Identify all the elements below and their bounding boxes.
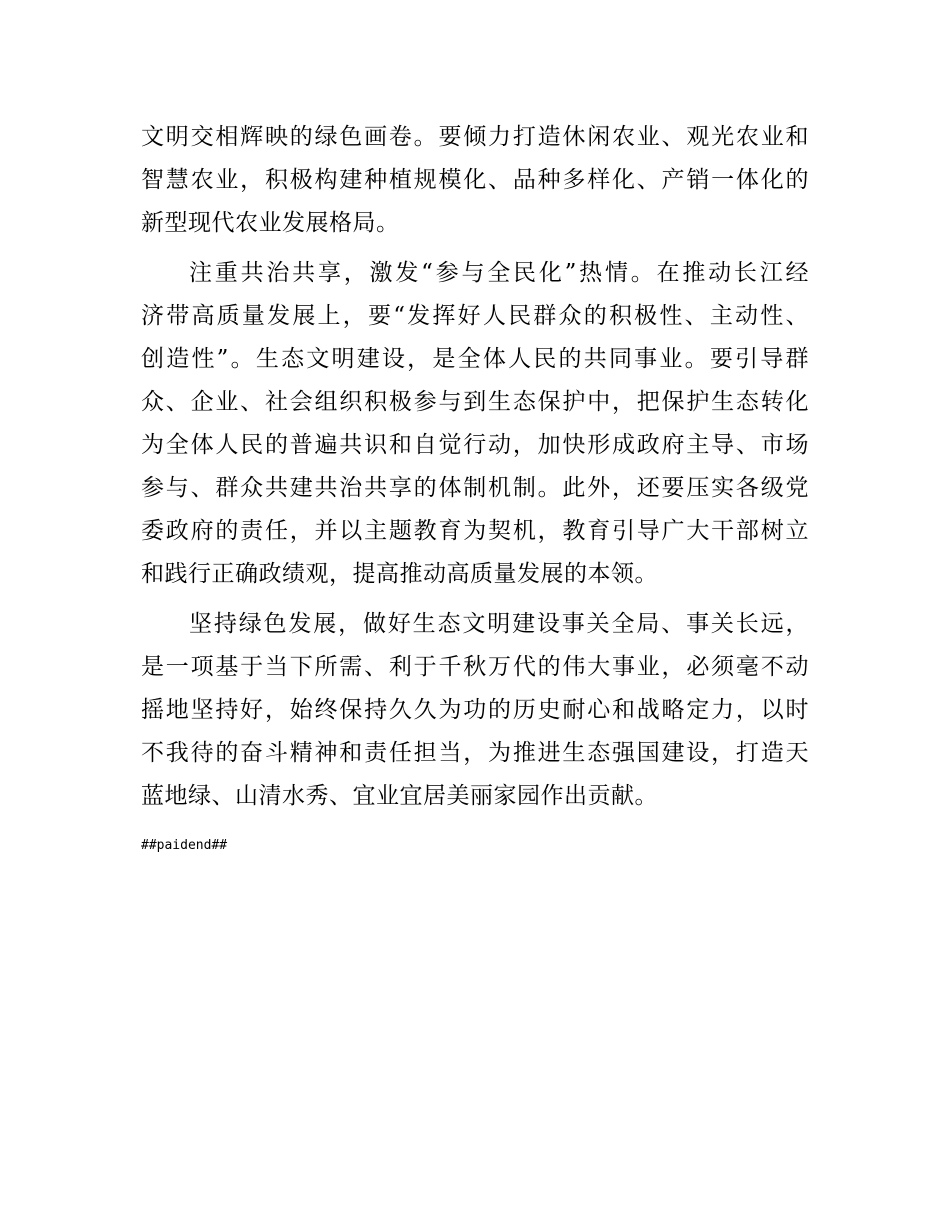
text-line: 为全体人民的普遍共识和自觉行动，加快形成政府主导、市场: [141, 432, 809, 458]
text-line: 新型现代农业发展格局。: [141, 210, 400, 236]
text-line: 创造性”。生态文明建设，是全体人民的共同事业。要引导群: [141, 346, 809, 372]
paragraph-3: [141, 603, 809, 818]
text-line: 济带高质量发展上，要“发挥好人民群众的积极性、主动性、: [141, 303, 809, 329]
text-line: 众、企业、社会组织积极参与到生态保护中，把保护生态转化: [141, 389, 809, 415]
text-line: 不我待的奋斗精神和责任担当，为推进生态强国建设，打造天: [141, 740, 809, 766]
text-line: 文明交相辉映的绿色画卷。要倾力打造休闲农业、观光农业和: [141, 124, 809, 150]
paragraph-1: [141, 116, 809, 245]
end-marker: ##paidend##: [141, 838, 228, 853]
text-line: 是一项基于当下所需、利于千秋万代的伟大事业，必须毫不动: [141, 654, 809, 680]
text-line: 蓝地绿、山清水秀、宜业宜居美丽家园作出贡献。: [141, 783, 658, 809]
text-line: 坚持绿色发展，做好生态文明建设事关全局、事关长远，: [189, 611, 809, 637]
text-line: 智慧农业，积极构建种植规模化、品种多样化、产销一体化的: [141, 167, 809, 193]
text-line: 摇地坚持好，始终保持久久为功的历史耐心和战略定力，以时: [141, 697, 809, 723]
text-line: 注重共治共享，激发“参与全民化”热情。在推动长江经: [189, 260, 809, 286]
text-line: 委政府的责任，并以主题教育为契机，教育引导广大干部树立: [141, 518, 809, 544]
paragraph-2: [141, 252, 809, 596]
text-line: 和践行正确政绩观，提高推动高质量发展的本领。: [141, 561, 658, 587]
text-line: 参与、群众共建共治共享的体制机制。此外，还要压实各级党: [141, 475, 809, 501]
document-body: [141, 116, 809, 825]
